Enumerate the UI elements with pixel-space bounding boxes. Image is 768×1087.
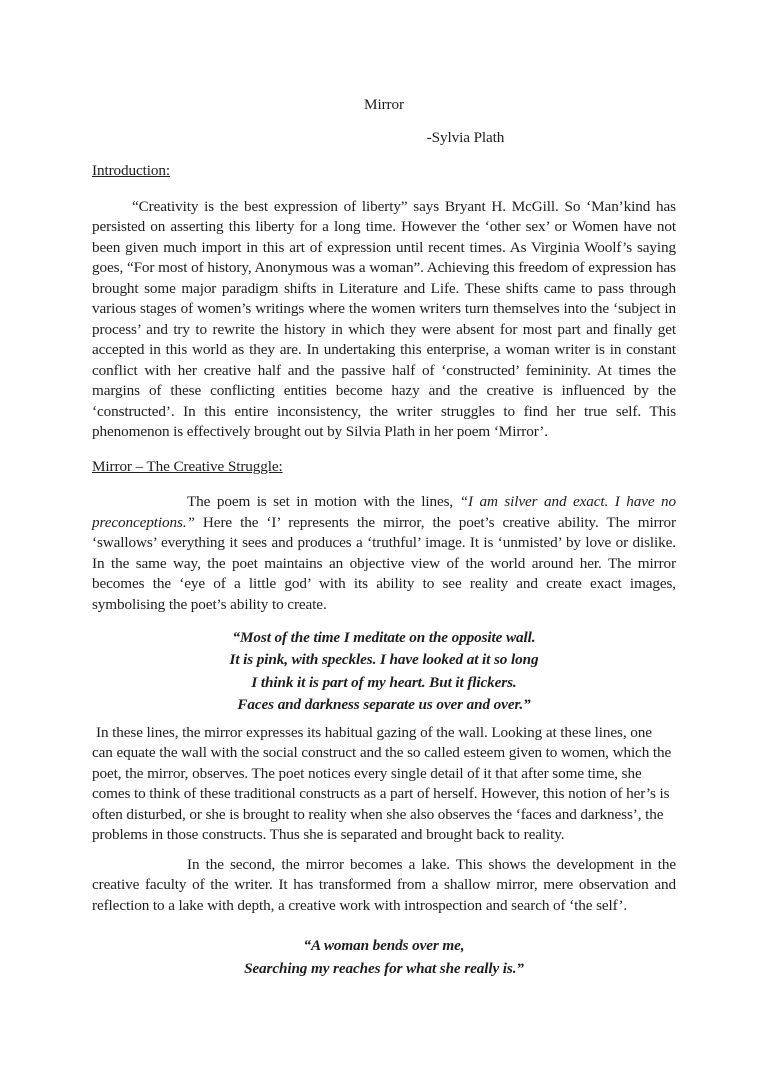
creative-struggle-paragraph-2: In these lines, the mirror expresses its habitual gazing of the wall. Looking at these lines, one can equate the wall with the social construct and the so called esteem given to women, which the poet, the mirror, observes. The poet notices every single detail of it that after some time, she comes to think of these traditional constructs as a part of herself. However, this notion of her’s is often disturbed, or she is brought to reality when she also observes the ‘faces and darkness’, the problems in those constructs. Thus she is separated and brought back to reality. (92, 723, 672, 844)
creative-struggle-paragraph-1 (92, 492, 676, 615)
poem-line: I think it is part of my heart. But it flickers. (251, 673, 517, 691)
paragraph-text: Here the ‘I’ represents the mirror, the poet’s creative ability. The mirror ‘swallows’ everything it sees and produces a ‘truthful’ image. It is ‘unmisted’ by love or dislike. In the same way, the poet maintains an objective view of the world around her. The mirror becomes the ‘eye of a little god’ with its ability to see reality and create exact images, symbolising the poet’s ability to create. (92, 513, 676, 613)
poem-line: Faces and darkness separate us over and over.” (237, 696, 531, 714)
paragraph-text: The poem is set in motion with the lines, (187, 493, 460, 510)
author-byline: -Sylvia Plath (426, 128, 505, 146)
poem-quote-block-1 (92, 627, 676, 717)
creative-struggle-paragraph-3: In the second, the mirror becomes a lake. This shows the development in the creative faculty of the writer. It has transformed from a shallow mirror, mere observation and reflection to a lake with depth, a creative work with introspection and search of ‘the self’. (92, 855, 676, 914)
poem-quote-block-2 (92, 935, 676, 980)
poem-line: “A woman bends over me, (303, 937, 465, 955)
inline-poem-quote: “I am silver and exact. I have no preconceptions.” (92, 493, 676, 531)
section-heading-creative-struggle: Mirror – The Creative Struggle: (92, 457, 283, 475)
poem-line: “Most of the time I meditate on the opposite wall. (232, 629, 536, 646)
document-title: Mirror (364, 96, 404, 113)
section-heading-introduction: Introduction: (92, 162, 170, 179)
introduction-paragraph: “Creativity is the best expression of liberty” says Bryant H. McGill. So ‘Man’kind has persisted on asserting this liberty for a long time. However the ‘other sex’ or Women have not been given much import in this art of expression until recent times. As Virginia Woolf’s saying goes, “For most of history, Anonymous was a woman”. Achieving this freedom of expression has brought some major paradigm shifts in Literature and Life. These shifts came to pass through various stages of women’s writings where the women writers turn themselves into the ‘subject in process’ and try to rewrite the history in which they were absent for most part and finally get accepted in this world as they are. In undertaking this enterprise, a woman writer is in constant conflict with her creative half and the passive half of ‘constructed’ femininity. At times the margins of these conflicting entities become hazy and the creative is influenced by the ‘constructed’. In this entire inconsistency, the writer struggles to find her true self. This phenomenon is effectively brought out by Silvia Plath in her poem ‘Mirror’. (92, 197, 676, 440)
poem-line: It is pink, with speckles. I have looked at it so long (229, 651, 539, 669)
poem-line: Searching my reaches for what she really is.” (244, 959, 524, 977)
